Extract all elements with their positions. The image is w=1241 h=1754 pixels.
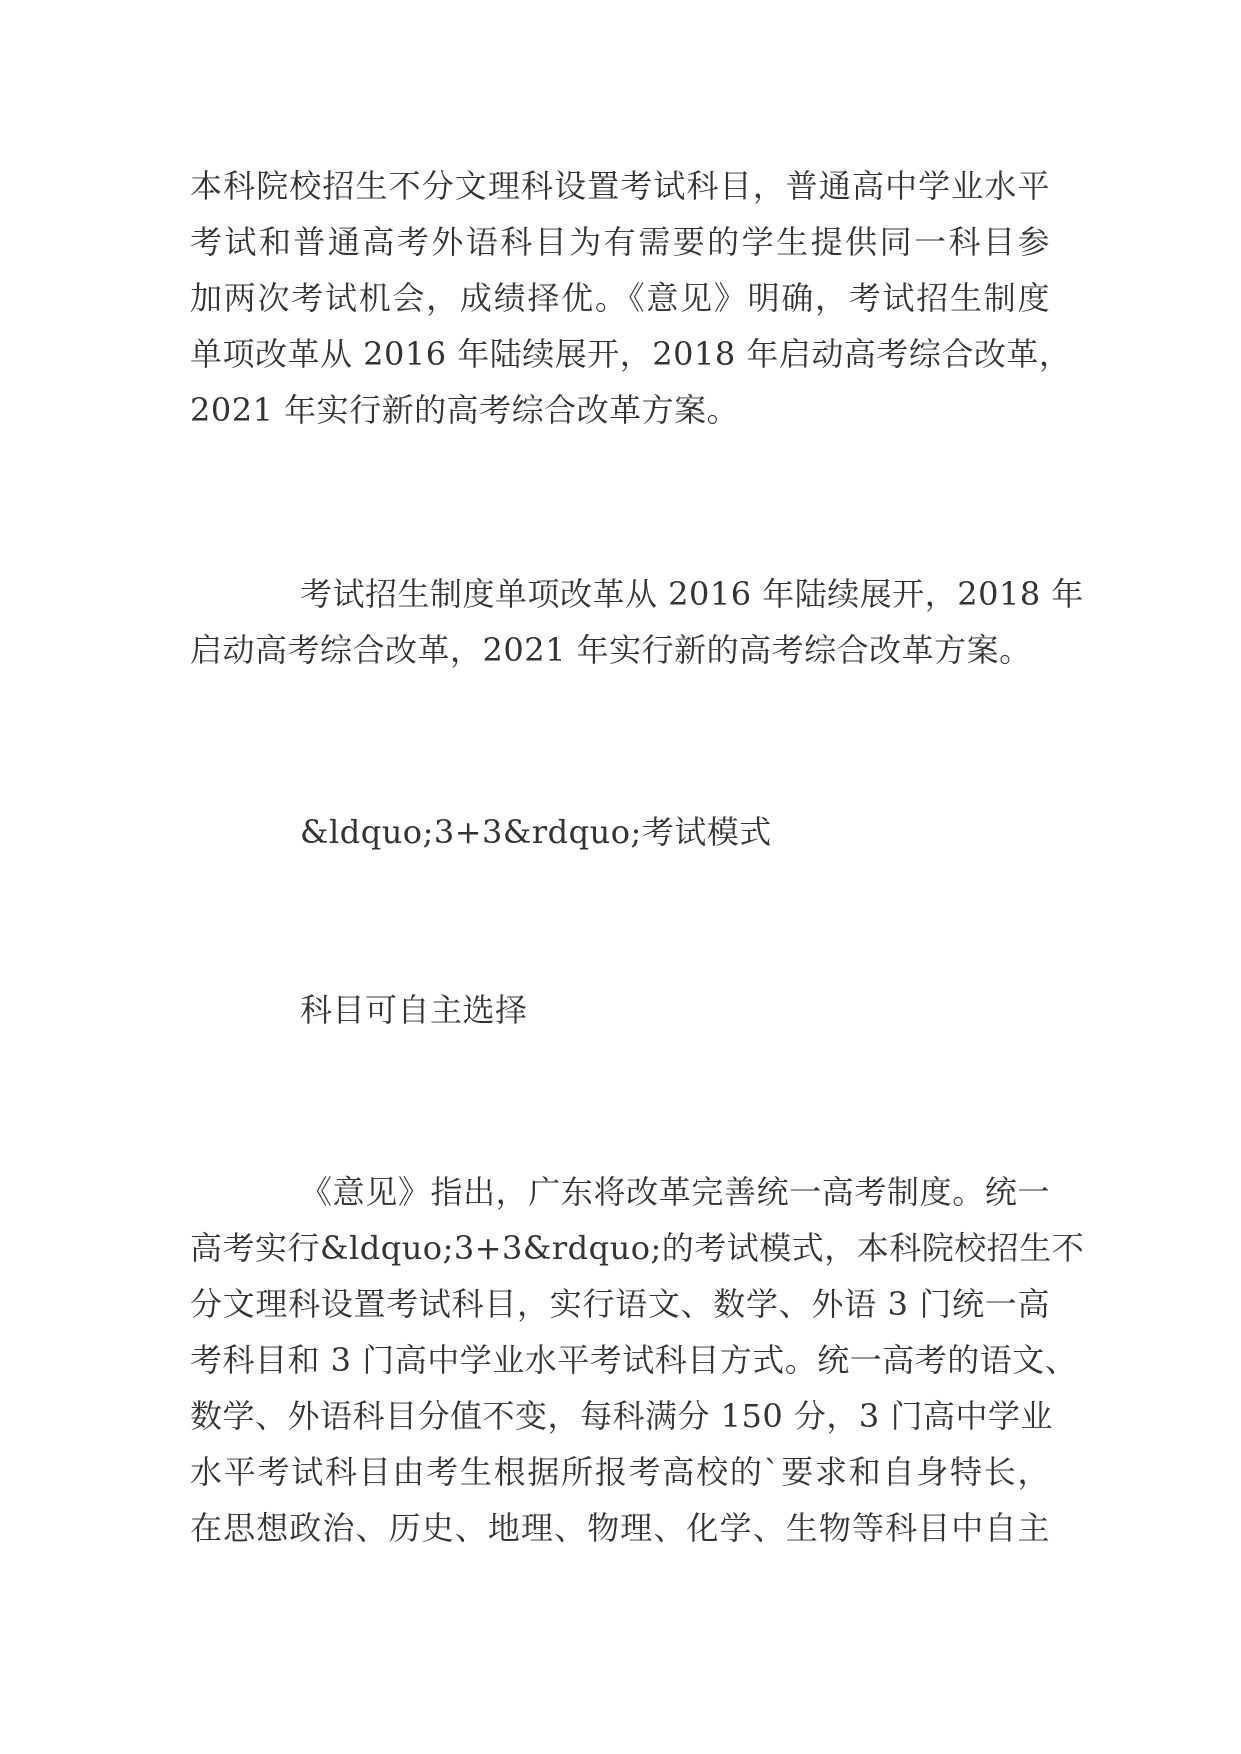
text-line: 《意见》指出，广东将改革完善统一高考制度。统一 [300,1173,1050,1211]
text-line: 考试招生制度单项改革从 2016 年陆续展开，2018 年 [300,575,1084,613]
text-line: &ldquo;3+3&rdquo;考试模式 [300,813,772,851]
text-line: 水平考试科目由考生根据所报考高校的`要求和自身特长， [190,1453,1050,1491]
text-line: 科目可自主选择 [300,991,528,1029]
text-line: 高考实行&ldquo;3+3&rdquo;的考试模式，本科院校招生不 [190,1229,1085,1267]
text-line: 启动高考综合改革，2021 年实行新的高考综合改革方案。 [190,631,1032,669]
text-line: 考试和普通高考外语科目为有需要的学生提供同一科目参 [190,223,1050,261]
text-line: 在思想政治、历史、地理、物理、化学、生物等科目中自主 [190,1509,1050,1547]
text-line: 加两次考试机会，成绩择优。《意见》明确，考试招生制度 [190,279,1050,317]
text-line: 数学、外语科目分值不变，每科满分 150 分，3 门高中学业 [190,1397,1053,1435]
text-line: 本科院校招生不分文理科设置考试科目，普通高中学业水平 [190,167,1050,205]
text-line: 单项改革从 2016 年陆续展开，2018 年启动高考综合改革， [190,335,1072,373]
text-line: 2021 年实行新的高考综合改革方案。 [190,391,740,429]
text-line: 分文理科设置考试科目，实行语文、数学、外语 3 门统一高 [190,1285,1050,1323]
text-line: 考科目和 3 门高中学业水平考试科目方式。统一高考的语文、 [190,1341,1078,1379]
